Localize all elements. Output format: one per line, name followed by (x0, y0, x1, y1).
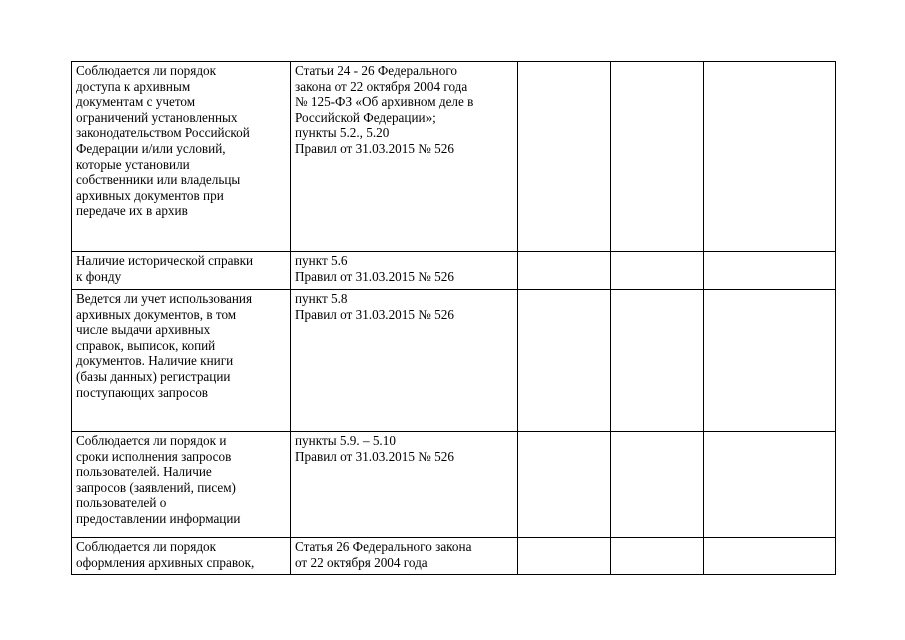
note-cell (704, 538, 836, 575)
table-row (72, 538, 836, 575)
question-cell: Ведется ли учет использования архивных документов, в том числе выдачи архивных справок, выписок, копий документов. Наличие книги (базы данных) регистрации поступающих запросов (72, 290, 291, 432)
table-row (72, 432, 836, 538)
legal-reference-cell: пункт 5.6 Правил от 31.03.2015 № 526 (291, 252, 518, 290)
answer-cell (518, 538, 611, 575)
question-cell: Соблюдается ли порядок оформления архивных справок, (72, 538, 291, 575)
answer-cell (611, 538, 704, 575)
table-row (72, 62, 836, 252)
table-row (72, 290, 836, 432)
note-cell (704, 290, 836, 432)
legal-reference-cell: Статьи 24 - 26 Федерального закона от 22 октября 2004 года № 125-ФЗ «Об архивном деле в Российской Федерации»; пункты 5.2., 5.20 Правил от 31.03.2015 № 526 (291, 62, 518, 252)
note-cell (704, 432, 836, 538)
question-cell: Наличие исторической справки к фонду (72, 252, 291, 290)
answer-cell (518, 62, 611, 252)
answer-cell (518, 432, 611, 538)
table-row (72, 252, 836, 290)
answer-cell (518, 290, 611, 432)
legal-reference-cell: пункты 5.9. – 5.10 Правил от 31.03.2015 № 526 (291, 432, 518, 538)
answer-cell (611, 252, 704, 290)
legal-reference-cell: пункт 5.8 Правил от 31.03.2015 № 526 (291, 290, 518, 432)
question-cell: Соблюдается ли порядок доступа к архивным документам с учетом ограничений установленных законодательством Российской Федерации и/или условий, которые установили собственники или владельцы архивных документов при передаче их в архив (72, 62, 291, 252)
answer-cell (518, 252, 611, 290)
inspection-checklist-table (71, 61, 836, 575)
legal-reference-cell: Статья 26 Федерального закона от 22 октября 2004 года (291, 538, 518, 575)
answer-cell (611, 290, 704, 432)
answer-cell (611, 62, 704, 252)
answer-cell (611, 432, 704, 538)
question-cell: Соблюдается ли порядок и сроки исполнения запросов пользователей. Наличие запросов (заявлений, писем) пользователей о предоставлении информации (72, 432, 291, 538)
note-cell (704, 252, 836, 290)
note-cell (704, 62, 836, 252)
